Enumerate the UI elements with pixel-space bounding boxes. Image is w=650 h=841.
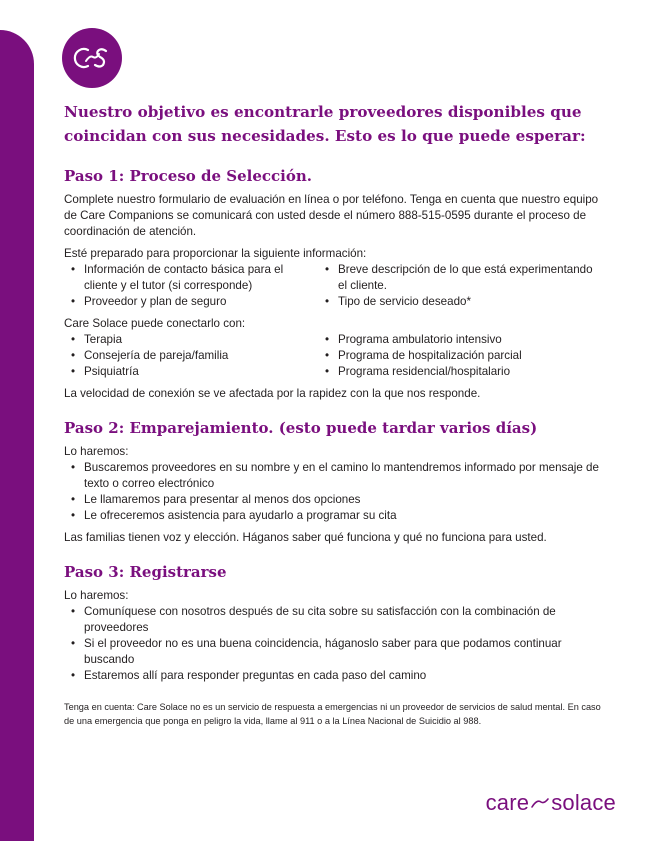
step1-section xyxy=(64,166,604,402)
list-item: • Consejería de pareja/familia xyxy=(64,348,318,364)
wordmark-solace: solace xyxy=(551,790,616,815)
step3-section xyxy=(64,562,604,684)
list-item: • Buscaremos proveedores en su nombre y en el camino lo mantendremos informado por mensaje de texto o correo electrónico xyxy=(64,460,604,492)
list-item: • Psiquiatría xyxy=(64,364,318,380)
step1-connect-text: Care Solace puede conectarlo con: xyxy=(64,317,246,330)
step2-list xyxy=(64,460,604,524)
info-list xyxy=(64,262,604,310)
intro-heading: Nuestro objetivo es encontrarle proveedores disponibles que coincidan con sus necesidades. Esto es lo que puede esperar: xyxy=(64,103,586,145)
list-item: • Información de contacto básica para el cliente y el tutor (si corresponde) xyxy=(64,262,318,294)
step1-paragraph: Complete nuestro formulario de evaluación en línea o por teléfono. Tenga en cuenta que nuestro equipo de Care Companions se comunicará con usted desde el número 888-515-0595 durante el proceso de coordinación de atención. xyxy=(64,193,599,238)
step3-list xyxy=(64,604,604,684)
care-solace-logo xyxy=(62,28,122,88)
list-item: • Estaremos allí para responder preguntas en cada paso del camino xyxy=(64,668,604,684)
services-list xyxy=(64,332,604,380)
step1-prepare-text: Esté preparado para proporcionar la siguiente información: xyxy=(64,247,367,260)
step3-lead: Lo haremos: xyxy=(64,589,129,602)
main-content xyxy=(64,100,604,728)
step3-title: Paso 3: Registrarse xyxy=(64,563,227,581)
wordmark-swoosh-icon xyxy=(530,796,550,810)
list-item: • Programa residencial/hospitalario xyxy=(318,364,598,380)
list-item: • Breve descripción de lo que está experimentando el cliente. xyxy=(318,262,598,294)
list-item: • Proveedor y plan de seguro xyxy=(64,294,318,310)
sidebar-accent-bar xyxy=(0,30,34,841)
list-item: • Le ofreceremos asistencia para ayudarlo a programar su cita xyxy=(64,508,604,524)
care-solace-wordmark xyxy=(486,790,616,816)
logo-monogram-icon xyxy=(62,28,122,88)
step2-closing: Las familias tienen voz y elección. Háganos saber qué funciona y qué no funciona para usted. xyxy=(64,531,547,544)
list-item: • Le llamaremos para presentar al menos dos opciones xyxy=(64,492,604,508)
list-item: • Programa ambulatorio intensivo xyxy=(318,332,598,348)
step1-speed-text: La velocidad de conexión se ve afectada por la rapidez con la que nos responde. xyxy=(64,387,481,400)
list-item: • Programa de hospitalización parcial xyxy=(318,348,598,364)
wordmark-care: care xyxy=(485,790,530,815)
step2-title: Paso 2: Emparejamiento. (esto puede tardar varios días) xyxy=(64,419,538,437)
step2-section xyxy=(64,418,604,546)
step1-title: Paso 1: Proceso de Selección. xyxy=(64,167,312,185)
list-item: • Si el proveedor no es una buena coincidencia, háganoslo saber para que podamos continuar buscando xyxy=(64,636,604,668)
step2-lead: Lo haremos: xyxy=(64,445,129,458)
list-item: • Tipo de servicio deseado* xyxy=(318,294,598,310)
list-item: • Comuníquese con nosotros después de su cita sobre su satisfacción con la combinación de proveedores xyxy=(64,604,604,636)
disclaimer-note: Tenga en cuenta: Care Solace no es un servicio de respuesta a emergencias ni un proveedor de servicios de salud mental. En caso de una emergencia que ponga en peligro la vida, llame al 911 o a la Línea Nacional de Suicidio al 988. xyxy=(64,702,601,726)
list-item: • Terapia xyxy=(64,332,318,348)
